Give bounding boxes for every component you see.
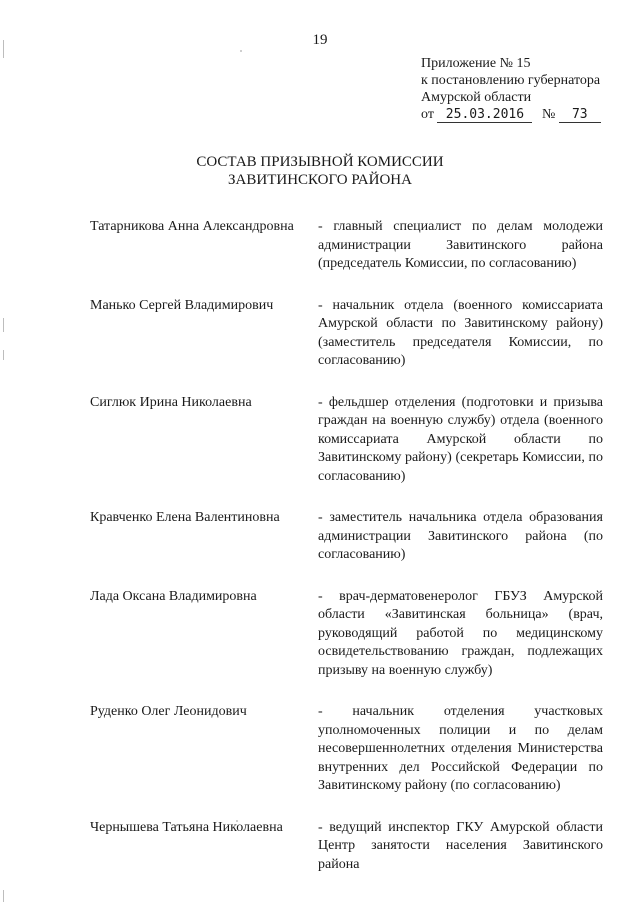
appendix-header [421,55,601,123]
member-role: - начальник отдела (военного комиссариата Амурской области по Завитинскому району) (заместитель председателя Комиссии, по согласованию) [318,297,603,368]
member-name: Манько Сергей Владимирович [90,297,274,313]
date-value: 25.03.2016 [437,108,532,123]
member-row [90,394,610,487]
member-row [90,819,610,875]
appendix-date-line [421,106,601,123]
member-row [90,297,610,371]
document-title [0,153,640,189]
page-number: 19 [312,32,328,48]
number-prefix: № [541,107,556,122]
member-role: - фельдшер отделения (подготовки и призыва граждан на военную службу) отдела (военного комиссариата Амурской области по Завитинскому району) (секретарь Комиссии, по согласованию) [318,394,603,484]
member-role: - начальник отделения участковых уполномоченных полиции и по делам несовершеннолетних отделения Министерства внутренних дел Российской Федерации по Завитинскому району (по согласованию) [318,704,603,793]
member-name: Чернышева Татьяна Николаевна [90,819,283,835]
member-role: - заместитель начальника отдела образования администрации Завитинского района (по согласованию) [318,510,603,562]
scan-speck [240,50,242,52]
number-value: 73 [559,108,601,123]
appendix-line-2: к постановлению губернатора [421,73,601,88]
member-name: Руденко Олег Леонидович [90,704,247,719]
member-row [90,218,610,274]
members-list [90,218,610,897]
appendix-line-1: Приложение № 15 [421,56,531,71]
scan-edge-mark [3,890,4,902]
member-name: Лада Оксана Владимировна [90,588,257,604]
member-row [90,703,610,796]
member-name: Сиглюк Ирина Николаевна [90,394,252,410]
member-role: - главный специалист по делам молодежи администрации Завитинского района (председатель Комиссии, по согласованию) [318,219,603,271]
scan-edge-mark [3,350,4,360]
scan-edge-mark [3,318,4,332]
member-name: Татарникова Анна Александровна [90,219,294,234]
member-row [90,509,610,565]
appendix-line-3: Амурской области [421,90,532,105]
member-role: - врач-дерматовенеролог ГБУЗ Амурской области «Завитинская больница» (врач, руководящий работой по медицинскому освидетельствованию граждан, подлежащих призыву на военную службу) [318,588,603,678]
date-prefix: от [421,107,434,122]
member-role: - ведущий инспектор ГКУ Амурской области Центр занятости населения Завитинского района [318,819,603,872]
title-line-2: ЗАВИТИНСКОГО РАЙОНА [228,172,412,188]
title-line-1: СОСТАВ ПРИЗЫВНОЙ КОМИССИИ [196,154,444,170]
member-name: Кравченко Елена Валентиновна [90,510,280,525]
member-row [90,588,610,681]
